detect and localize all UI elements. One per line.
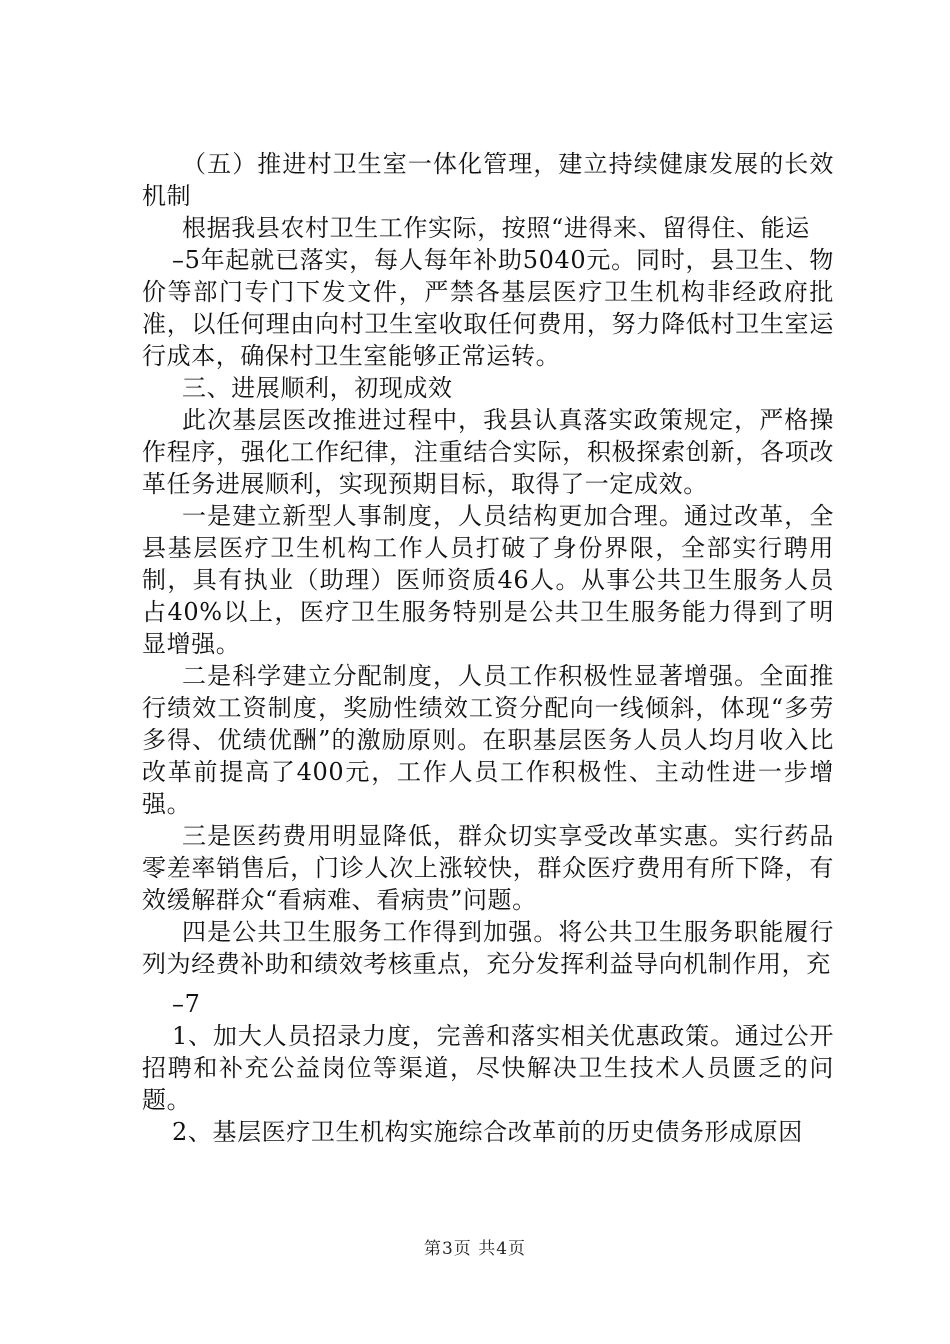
list-item: 1、加大人员招录力度，完善和落实相关优惠政策。通过公开招聘和补充公益岗位等渠道，尽快解决卫生技术人员匮乏的问题。 [142,1022,834,1114]
paragraph: 根据我县农村卫生工作实际，按照“进得来、留得住、能运 [182,214,810,242]
paragraph: 此次基层医改推进过程中，我县认真落实政策规定，严格操作程序，强化工作纪律，注重结合实际，积极探索创新，各项改革任务进展顺利，实现预期目标，取得了一定成效。 [142,406,834,498]
paragraph: 一是建立新型人事制度，人员结构更加合理。通过改革，全县基层医疗卫生机构工作人员打破了身份界限，全部实行聘用制，具有执业（助理）医师资质46人。从事公共卫生服务人员占40%以上，医疗卫生服务特别是公共卫生服务能力得到了明显增强。 [142,502,834,658]
list-item: 2、基层医疗卫生机构实施综合改革前的历史债务形成原因 [172,1118,803,1146]
paragraph: 二是科学建立分配制度，人员工作积极性显著增强。全面推行绩效工资制度，奖励性绩效工资分配向一线倾斜，体现“多劳多得、优绩优酬”的激励原则。在职基层医务人员人均月收入比改革前提高了400元，工作人员工作积极性、主动性进一步增强。 [142,662,834,818]
paragraph: 三是医药费用明显降低，群众切实享受改革实惠。实行药品零差率销售后，门诊人次上涨较快，群众医疗费用有所下降，有效缓解群众“看病难、看病贵”问题。 [142,822,834,914]
section-heading-3: 三、进展顺利，初现成效 [182,374,453,402]
paragraph-fragment: –7 [172,990,201,1018]
section-heading-5: （五）推进村卫生室一体化管理，建立持续健康发展的长效机制 [142,150,834,210]
page-number: 第3页 共4页 [423,1239,527,1259]
paragraph: 四是公共卫生服务工作得到加强。将公共卫生服务职能履行列为经费补助和绩效考核重点，充分发挥利益导向机制作用，充 [142,918,834,978]
paragraph: –5年起就已落实，每人每年补助5040元。同时，县卫生、物价等部门专门下发文件，严禁各基层医疗卫生机构非经政府批准，以任何理由向村卫生室收取任何费用，努力降低村卫生室运行成本，确保村卫生室能够正常运转。 [142,246,834,370]
document-body [142,148,834,1148]
